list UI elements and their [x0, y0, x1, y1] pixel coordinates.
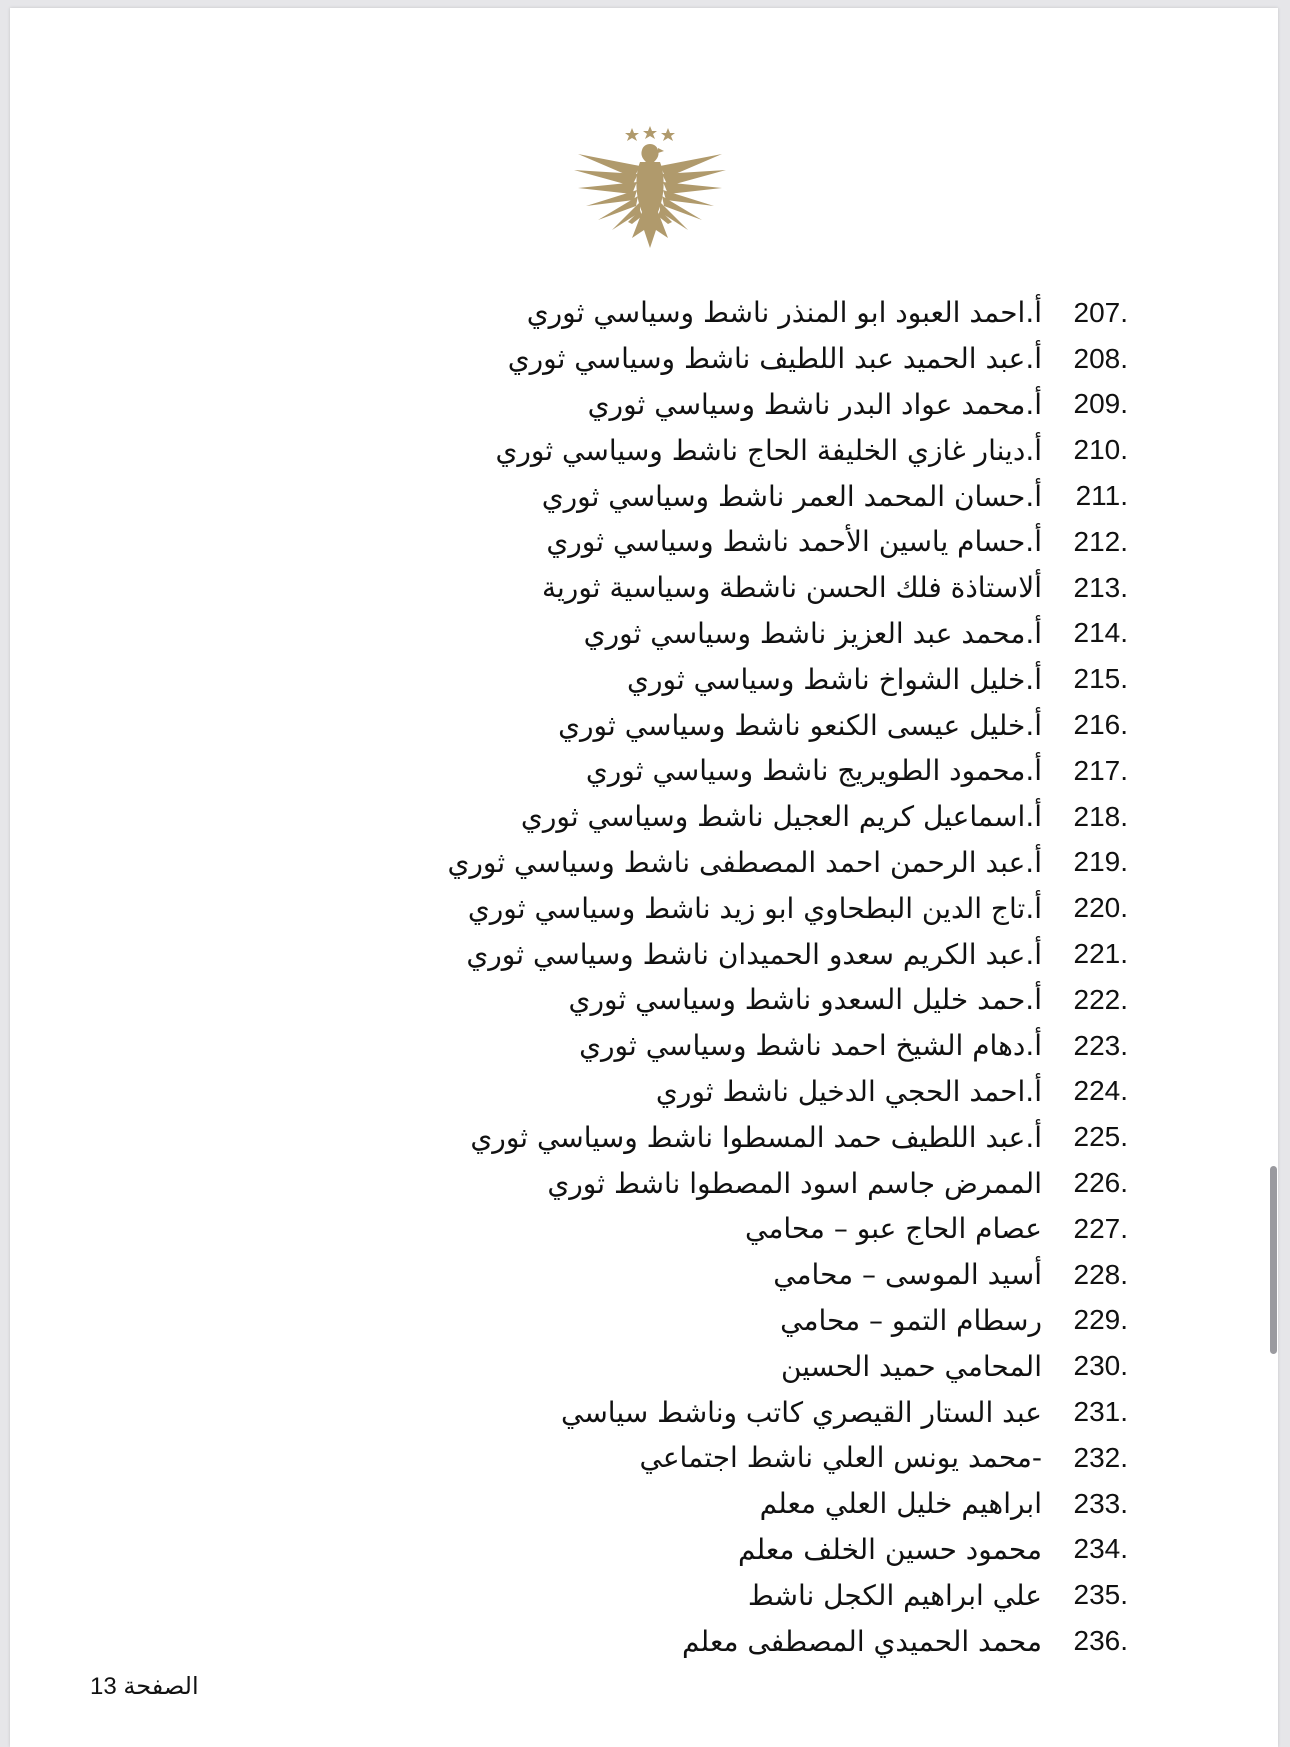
- entry-number: 217.: [1073, 754, 1128, 786]
- entry-number: 235.: [1073, 1579, 1128, 1611]
- scrollbar-thumb[interactable]: [1270, 1166, 1277, 1354]
- entry-number: 225.: [1073, 1121, 1128, 1153]
- entry-text: الممرض جاسم اسود المصطوا ناشط ثوري: [547, 1166, 1042, 1200]
- entry-text: عبد الستار القيصري كاتب وناشط سياسي: [561, 1395, 1042, 1429]
- entry-text: المحامي حميد الحسين: [780, 1349, 1042, 1383]
- entry-number: 236.: [1073, 1625, 1128, 1656]
- entry-number: 212.: [1073, 525, 1128, 557]
- list-item: [447, 977, 1128, 1023]
- list-item: [447, 382, 1128, 428]
- name-list: [447, 290, 1128, 1664]
- page-number: الصفحة 13: [90, 1673, 199, 1700]
- entry-text: أ.خليل عيسى الكنعو ناشط وسياسي ثوري: [558, 708, 1042, 742]
- list-item: [447, 427, 1128, 473]
- entry-text: رسطام التمو – محامي: [780, 1303, 1042, 1337]
- entry-number: 208.: [1073, 342, 1128, 374]
- entry-text: أ.محمد عواد البدر ناشط وسياسي ثوري: [587, 387, 1042, 421]
- list-item: [447, 611, 1128, 657]
- list-item: [447, 1343, 1128, 1389]
- entry-text: أ.عبد الكريم سعدو الحميدان ناشط وسياسي ثوري: [466, 937, 1042, 971]
- entry-number: 209.: [1073, 388, 1128, 420]
- eagle-emblem: [570, 126, 730, 250]
- entry-number: 216.: [1073, 709, 1128, 741]
- list-item: [447, 565, 1128, 611]
- entry-number: 220.: [1073, 892, 1128, 924]
- entry-number: 207.: [1073, 296, 1128, 328]
- entry-number: 230.: [1073, 1350, 1128, 1382]
- list-item: [447, 519, 1128, 565]
- entry-text: محمد الحميدي المصطفى معلم: [682, 1624, 1042, 1658]
- list-item: [447, 1481, 1128, 1527]
- list-item: [447, 336, 1128, 382]
- entry-text: أ.حسان المحمد العمر ناشط وسياسي ثوري: [541, 479, 1042, 513]
- list-item: [447, 885, 1128, 931]
- entry-number: 211.: [1075, 480, 1128, 512]
- list-item: [447, 748, 1128, 794]
- list-item: [447, 656, 1128, 702]
- entry-number: 223.: [1073, 1029, 1128, 1061]
- entry-text: محمود حسين الخلف معلم: [738, 1532, 1042, 1566]
- entry-number: 233.: [1073, 1487, 1128, 1519]
- entry-text: ألاستاذة فلك الحسن ناشطة وسياسية ثورية: [542, 571, 1042, 605]
- entry-number: 214.: [1073, 617, 1128, 649]
- entry-text: أ.اسماعيل كريم العجيل ناشط وسياسي ثوري: [520, 800, 1042, 834]
- document-page: [10, 8, 1278, 1747]
- list-item: [447, 1206, 1128, 1252]
- entry-number: 232.: [1073, 1441, 1128, 1473]
- entry-number: 213.: [1073, 571, 1128, 603]
- list-item: [447, 1298, 1128, 1344]
- entry-text: أ.دينار غازي الخليفة الحاج ناشط وسياسي ثوري: [495, 433, 1042, 467]
- entry-text: أسيد الموسى – محامي: [773, 1258, 1042, 1292]
- entry-text: أ.تاج الدين البطحاوي ابو زيد ناشط وسياسي ثوري: [467, 891, 1042, 925]
- entry-text: عصام الحاج عبو – محامي: [744, 1212, 1042, 1246]
- list-item: [447, 473, 1128, 519]
- list-item: [447, 290, 1128, 336]
- entry-number: 228.: [1073, 1258, 1128, 1290]
- entry-number: 227.: [1073, 1212, 1128, 1244]
- entry-text: ابراهيم خليل العلي معلم: [759, 1487, 1042, 1521]
- list-item: [447, 1069, 1128, 1115]
- list-item: [447, 1618, 1128, 1664]
- entry-text: أ.عبد اللطيف حمد المسطوا ناشط وسياسي ثوري: [470, 1120, 1042, 1154]
- entry-number: 219.: [1073, 846, 1128, 878]
- entry-text: أ.عبد الرحمن احمد المصطفى ناشط وسياسي ثوري: [447, 845, 1042, 879]
- entry-number: 229.: [1073, 1304, 1128, 1336]
- entry-number: 224.: [1073, 1075, 1128, 1107]
- entry-number: 210.: [1073, 434, 1128, 466]
- entry-number: 226.: [1073, 1167, 1128, 1199]
- list-item: [447, 840, 1128, 886]
- list-item: [447, 1389, 1128, 1435]
- entry-number: 221.: [1073, 938, 1128, 970]
- entry-number: 234.: [1073, 1533, 1128, 1565]
- list-item: [447, 1572, 1128, 1618]
- list-item: [447, 1252, 1128, 1298]
- entry-text: أ.عبد الحميد عبد اللطيف ناشط وسياسي ثوري: [507, 342, 1042, 376]
- entry-text: أ.محمود الطويريج ناشط وسياسي ثوري: [585, 754, 1042, 788]
- list-item: [447, 1435, 1128, 1481]
- entry-text: أ.خليل الشواخ ناشط وسياسي ثوري: [627, 662, 1042, 696]
- entry-number: 215.: [1073, 663, 1128, 695]
- list-item: [447, 794, 1128, 840]
- entry-text: أ.محمد عبد العزيز ناشط وسياسي ثوري: [583, 616, 1042, 650]
- entry-text: أ.دهام الشيخ احمد ناشط وسياسي ثوري: [579, 1029, 1042, 1063]
- list-item: [447, 1023, 1128, 1069]
- entry-text: أ.حسام ياسين الأحمد ناشط وسياسي ثوري: [546, 525, 1042, 559]
- list-item: [447, 931, 1128, 977]
- entry-number: 231.: [1073, 1396, 1128, 1428]
- entry-text: علي ابراهيم الكجل ناشط: [747, 1578, 1042, 1612]
- list-item: [447, 1527, 1128, 1573]
- list-item: [447, 702, 1128, 748]
- list-item: [447, 1160, 1128, 1206]
- entry-text: -محمد يونس العلي ناشط اجتماعي: [639, 1441, 1042, 1475]
- entry-number: 218.: [1073, 800, 1128, 832]
- list-item: [447, 1114, 1128, 1160]
- entry-text: أ.حمد خليل السعدو ناشط وسياسي ثوري: [568, 983, 1042, 1017]
- entry-text: أ.احمد العبود ابو المنذر ناشط وسياسي ثوري: [526, 296, 1042, 330]
- entry-number: 222.: [1073, 983, 1128, 1015]
- entry-text: أ.احمد الحجي الدخيل ناشط ثوري: [655, 1074, 1042, 1108]
